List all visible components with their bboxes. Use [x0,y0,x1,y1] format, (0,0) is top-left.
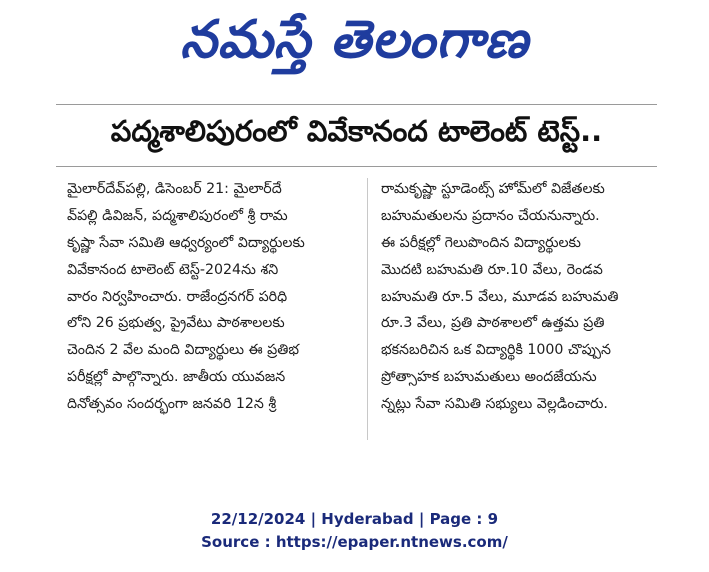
footer-date-line: 22/12/2024 | Hyderabad | Page : 9 [210,510,499,528]
article-headline: పద్మశాలిపురంలో వివేకానంద టాలెంట్ టెస్ట్.. [110,114,603,148]
article-line: లోని 26 ప్రభుత్వ, ప్రైవేటు పాఠశాలలకు [67,315,285,332]
article-left-column [67,176,355,418]
headline [56,108,657,162]
article-line: మొదటి బహుమతి రూ.10 వేలు, రెండవ [381,261,603,278]
article-line: న్నట్లు సేవా సమితి సభ్యులు వెల్లడించారు. [381,396,608,413]
article-right-column [381,176,669,418]
article-line: కృష్ణా సేవా సమితి ఆధ్వర్యంలో విద్యార్థులకు [67,234,305,251]
column-divider [367,178,368,440]
article-line: బహుమతులను ప్రదానం చేయనున్నారు. [381,207,600,224]
article-line: మైలార్‌దేవ్‌పల్లి, డిసెంబర్ 21: మైలార్‌దే [67,181,282,197]
headline-bottom-rule [56,166,657,167]
article-line: ప్రోత్సాహక బహుమతులు అందజేయను [381,369,597,386]
article-line: వ్‌పల్లి డివిజన్, పద్మశాలిపురంలో శ్రీ రామ [67,207,288,224]
article-line: రూ.3 వేలు, ప్రతి పాఠశాలలో ఉత్తమ ప్రతి [381,315,605,332]
article-line: దినోత్సవం సందర్భంగా జనవరి 12న శ్రీ [67,396,277,413]
newspaper-logo-title: నమస్తే తెలంగాణ [180,9,529,70]
article-line: భకనబరిచిన ఒక విద్యార్థికి 1000 చొప్పున [381,342,611,359]
article-line: చెందిన 2 వేల మంది విద్యార్థులు ఈ ప్రతిభ [67,342,299,359]
footer-source-line: Source : https://epaper.ntnews.com/ [201,533,508,551]
article-line: వివేకానంద టాలెంట్ టెస్ట్-2024ను శని [67,261,279,278]
article-line: వారం నిర్వహించారు. రాజేంద్రనగర్ పరిధి [67,288,288,305]
article-line: ఈ పరీక్షల్లో గెలుపొందిన విద్యార్థులకు [381,234,581,251]
masthead [0,0,709,92]
headline-top-rule [56,104,657,105]
article-line: బహుమతి రూ.5 వేలు, మూడవ బహుమతి [381,288,619,305]
article-line: రామకృష్ణా స్టూడెంట్స్ హోమ్‌లో విజేతలకు [381,181,605,197]
article-line: పరీక్షల్లో పాల్గొన్నారు. జాతీయ యువజన [67,369,286,386]
